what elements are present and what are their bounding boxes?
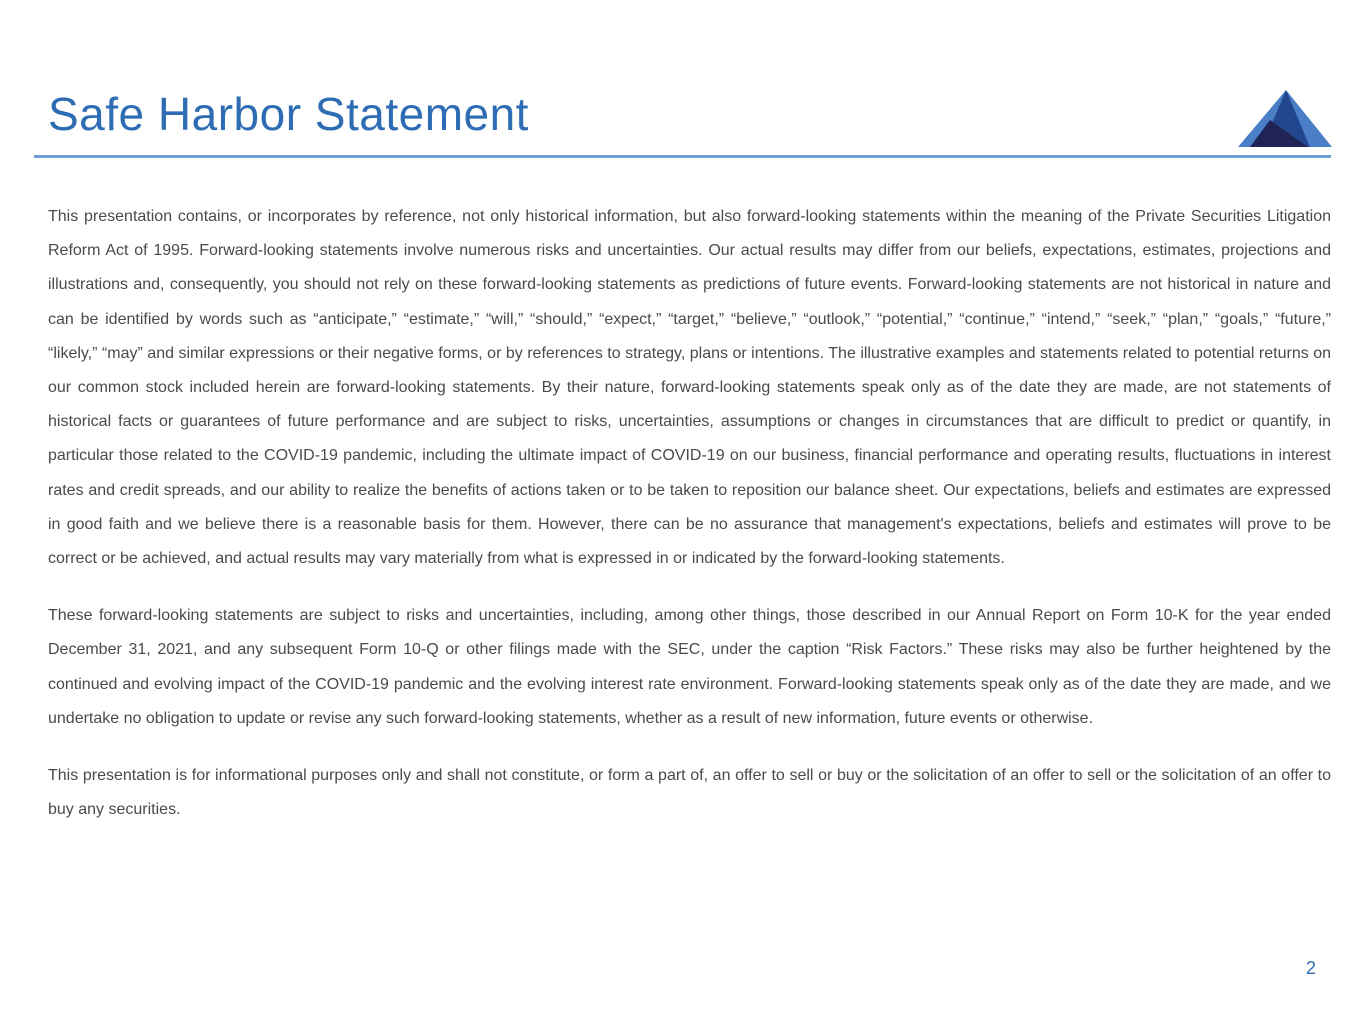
paragraph-risks: These forward-looking statements are subject to risks and uncertainties, including, among other things, those described in our Annual Report on Form 10-K for the year ended December 31, 2021, and any subsequent Form 10-Q or other filings made with the SEC, under the caption “Risk Factors.” These risks may also be further heightened by the continued and evolving impact of the COVID-19 pandemic and the evolving interest rate environment. Forward-looking statements speak only as of the date they are made, and we undertake no obligation to update or revise any such forward-looking statements, whether as a result of new information, future events or otherwise.: [48, 607, 1331, 727]
safe-harbor-body: [48, 200, 1331, 850]
slide-title: Safe Harbor Statement: [48, 88, 529, 140]
paragraph-informational: This presentation is for informational purposes only and shall not constitute, or form a part of, an offer to sell or buy or the solicitation of an offer to sell or the solicitation of an offer to buy any securities.: [48, 767, 1331, 819]
title-divider: [34, 155, 1331, 158]
mountain-logo-icon: [1236, 88, 1332, 148]
page-number: 2: [1305, 958, 1316, 978]
paragraph-forward-looking: This presentation contains, or incorporates by reference, not only historical information, but also forward-looking statements within the meaning of the Private Securities Litigation Reform Act of 1995. Forward-looking statements involve numerous risks and uncertainties. Our actual results may differ from our beliefs, expectations, estimates, projections and illustrations and, consequently, you should not rely on these forward-looking statements as predictions of future events. Forward-looking statements are not historical in nature and can be identified by words such as “anticipate,” “estimate,” “will,” “should,” “expect,” “target,” “believe,” “outlook,” “potential,” “continue,” “intend,” “seek,” “plan,” “goals,” “future,” “likely,” “may” and similar expressions or their negative forms, or by references to strategy, plans or intentions. The illustrative examples and statements related to potential returns on our common stock included herein are forward-looking statements. By their nature, forward-looking statements speak only as of the date they are made, are not statements of historical facts or guarantees of future performance and are subject to risks, uncertainties, assumptions or changes in circumstances that are difficult to predict or quantify, in particular those related to the COVID-19 pandemic, including the ultimate impact of COVID-19 on our business, financial performance and operating results, fluctuations in interest rates and credit spreads, and our ability to realize the benefits of actions taken or to be taken to reposition our balance sheet. Our expectations, beliefs and estimates are expressed in good faith and we believe there is a reasonable basis for them. However, there can be no assurance that management's expectations, beliefs and estimates will prove to be correct or be achieved, and actual results may vary materially from what is expressed in or indicated by the forward-looking statements.: [48, 208, 1331, 568]
